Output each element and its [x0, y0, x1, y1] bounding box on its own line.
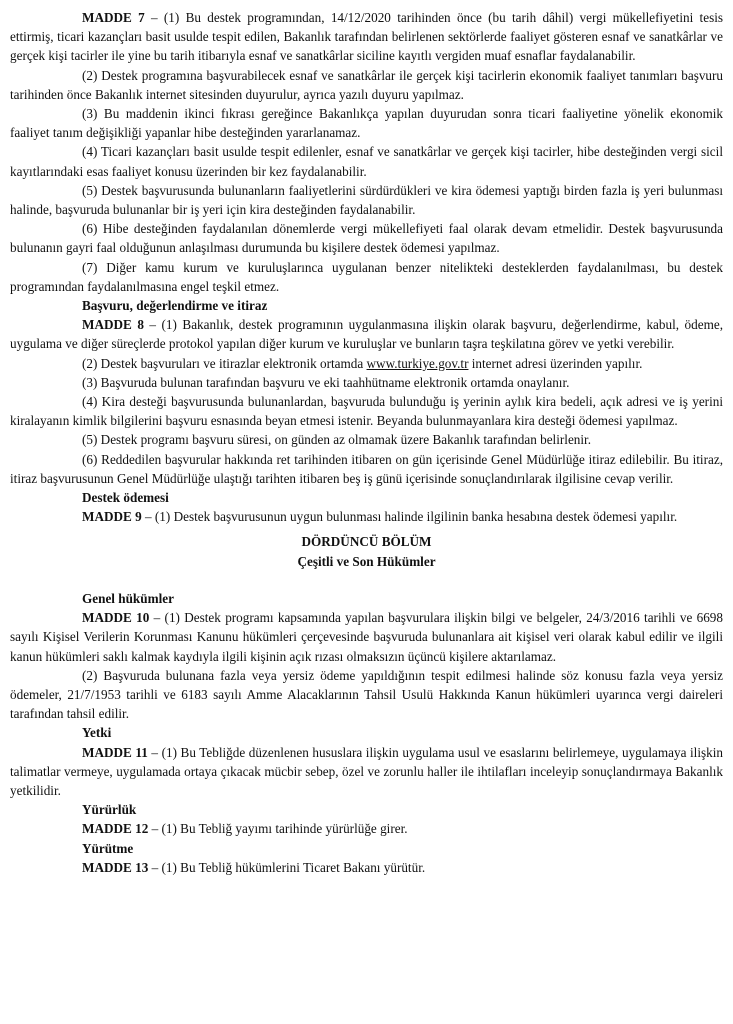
article-7-paragraph-2: (2) Destek programına başvurabilecek esnaf ve sanatkârlar ile gerçek kişi tacirlerin ekonomik faaliyet tanımları başvuru tarihinden önce Bakanlık internet sitesinden duyurulur, ayrıca yazılı duyuru yapılmaz.	[10, 67, 723, 102]
article-8	[10, 296, 723, 488]
section-subtitle: Çeşitli ve Son Hükümler	[297, 553, 436, 569]
article-7-paragraph-1: MADDE 7 – (1) Bu destek programından, 14/12/2020 tarihinden önce (bu tarih dâhil) vergi mükellefiyetini tesis ettirmiş, ticari kazançları basit usulde tespit edilen, Bakanlık tarafından belirlenen sektörlerde faaliyet gösteren esnaf ve sanatkârlar ve gerçek kişi tacirler ile yine bu tarih itibarıyla esnaf ve sanatkârlar siciline kayıtlı vergiden muaf esnaflar faydalanabilir.	[10, 10, 723, 64]
article-9-paragraph-1: MADDE 9 – (1) Destek başvurusunun uygun bulunması halinde ilgilinin banka hesabına destek ödemesi yapılır.	[82, 509, 678, 525]
article-8-paragraph-3: (3) Başvuruda bulunan tarafından başvuru ve eki taahhütname elektronik ortamda onaylanır.	[82, 374, 570, 390]
article-8-paragraph-4: (4) Kira desteği başvurusunda bulunanlardan, başvuruda bulunduğu iş yerinin aylık kira bedeli, açık adresi ve iş yerini kiralayanın kimlik bilgilerini başvuru esnasında beyan etmesi istenir. Beyanda bulunmayanlara kira desteği ödemesi yapılmaz.	[10, 394, 723, 429]
article-9	[10, 488, 723, 526]
article-7-paragraph-7: (7) Diğer kamu kurum ve kuruluşlarınca uygulanan benzer nitelikteki desteklerden faydalanılması, bu destek programından faydalanılmasına engel teşkil etmez.	[10, 259, 723, 294]
turkiye-gov-link[interactable]: www.turkiye.gov.tr	[366, 355, 469, 371]
article-8-paragraph-2: (2) Destek başvuruları ve itirazlar elektronik ortamda www.turkiye.gov.tr internet adresi üzerinden yapılır.	[82, 355, 643, 371]
article-12	[10, 800, 723, 838]
article-7-paragraph-3: (3) Bu maddenin ikinci fıkrası gereğince Bakanlıkça yapılan duyurudan sonra ticari faaliyetine yönelik ekonomik faaliyet tanım değişikliği yapanlar hibe desteğinden yararlanamaz.	[10, 106, 723, 141]
article-13-lead: MADDE 13	[82, 859, 149, 875]
article-13	[10, 839, 723, 877]
section-title: DÖRDÜNCÜ BÖLÜM	[301, 534, 432, 550]
article-8-paragraph-5: (5) Destek programı başvuru süresi, on günden az olmamak üzere Bakanlık tarafından belirlenir.	[82, 432, 592, 448]
article-7-paragraph-4: (4) Ticari kazançları basit usulde tespit edilenler, esnaf ve sanatkârlar ve gerçek kişi tacirler, hibe desteğinden vergi sicil kayıtlarındaki esas faaliyet konusu üzerinden bir kez faydalanabilir.	[10, 144, 723, 179]
article-9-heading: Destek ödemesi	[82, 490, 169, 506]
article-13-heading: Yürütme	[82, 840, 134, 856]
section-header	[10, 532, 723, 570]
article-10-heading: Genel hükümler	[82, 590, 174, 606]
article-7-paragraph-6: (6) Hibe desteğinden faydalanılan dönemlerde vergi mükellefiyeti faal olarak devam etmelidir. Destek başvurusunda bulunanın gayri faal olduğunun anlaşılması durumunda bu kişilere destek ödemesi yapılmaz.	[10, 221, 723, 256]
article-10	[10, 589, 723, 723]
article-10-paragraph-1: MADDE 10 – (1) Destek programı kapsamında yapılan başvurulara ilişkin bilgi ve belgeler, 24/3/2016 tarihli ve 6698 sayılı Kişisel Verilerin Korunması Kanunu hükümleri çerçevesinde başvuruda bulunanlara ait kişisel veri olarak kabul edilir ve ilgili kanun hükümleri saklı kalmak kaydıyla ilgili kişinin açık rızası olmaksızın üçüncü kişilere aktarılamaz.	[10, 610, 723, 664]
article-12-lead: MADDE 12	[82, 821, 149, 837]
article-9-lead: MADDE 9	[82, 509, 142, 525]
article-7-lead: MADDE 7	[82, 10, 145, 25]
article-12-paragraph-1: MADDE 12 – (1) Bu Tebliğ yayımı tarihinde yürürlüğe girer.	[82, 821, 408, 837]
article-8-paragraph-6: (6) Reddedilen başvurular hakkında ret tarihinden itibaren on gün içerisinde Genel Müdürlüğe itiraz edilebilir. Bu itiraz, itiraz başvurusunun Genel Müdürlüğe ulaştığı tarihten itibaren beş iş günü içerisinde sonuçlandırılarak ilgilisine cevap verilir.	[10, 451, 723, 486]
article-11-lead: MADDE 11	[82, 744, 148, 760]
article-8-heading: Başvuru, değerlendirme ve itiraz	[82, 298, 268, 314]
article-10-lead: MADDE 10	[82, 610, 150, 626]
article-13-paragraph-1: MADDE 13 – (1) Bu Tebliğ hükümlerini Ticaret Bakanı yürütür.	[82, 859, 426, 875]
article-12-heading: Yürürlük	[82, 802, 137, 818]
article-7-paragraph-5: (5) Destek başvurusunda bulunanların faaliyetlerini sürdürdükleri ve kira ödemesi yaptığı birden fazla iş yeri bulunması halinde, başvuruda bulunanlar bir iş yeri için kira desteğinden faydalanabilir.	[10, 182, 723, 218]
article-11	[10, 723, 723, 800]
article-7	[10, 8, 723, 296]
article-10-paragraph-2: (2) Başvuruda bulunana fazla veya yersiz ödeme yapıldığının tespit edilmesi halinde söz konusu fazla veya yersiz ödemeler, 21/7/1953 tarihli ve 6183 sayılı Amme Alacaklarının Tahsil Usulü Hakkında Kanun hükümleri uyarınca vergi daireleri tarafından tahsil edilir.	[10, 667, 723, 722]
article-8-lead: MADDE 8	[82, 317, 144, 333]
article-11-heading: Yetki	[82, 725, 112, 741]
article-8-paragraph-1: MADDE 8 – (1) Bakanlık, destek programının uygulanmasına ilişkin olarak başvuru, değerlendirme, kabul, ödeme, uygulama ve diğer süreçlerde protokol yapılan diğer kurum ve kuruluşlar ve bunların taşra teşkilatına görev ve yetki verebilir.	[10, 317, 723, 352]
article-11-paragraph-1: MADDE 11 – (1) Bu Tebliğde düzenlenen hususlara ilişkin uygulama usul ve esaslarını belirlemeye, uygulamaya ilişkin talimatlar vermeye, uygulamada ortaya çıkacak mücbir sebep, özel ve zorunlu haller ile ihtilafları inceleyip sonuçlandırmaya Bakanlık yetkilidir.	[10, 744, 723, 798]
